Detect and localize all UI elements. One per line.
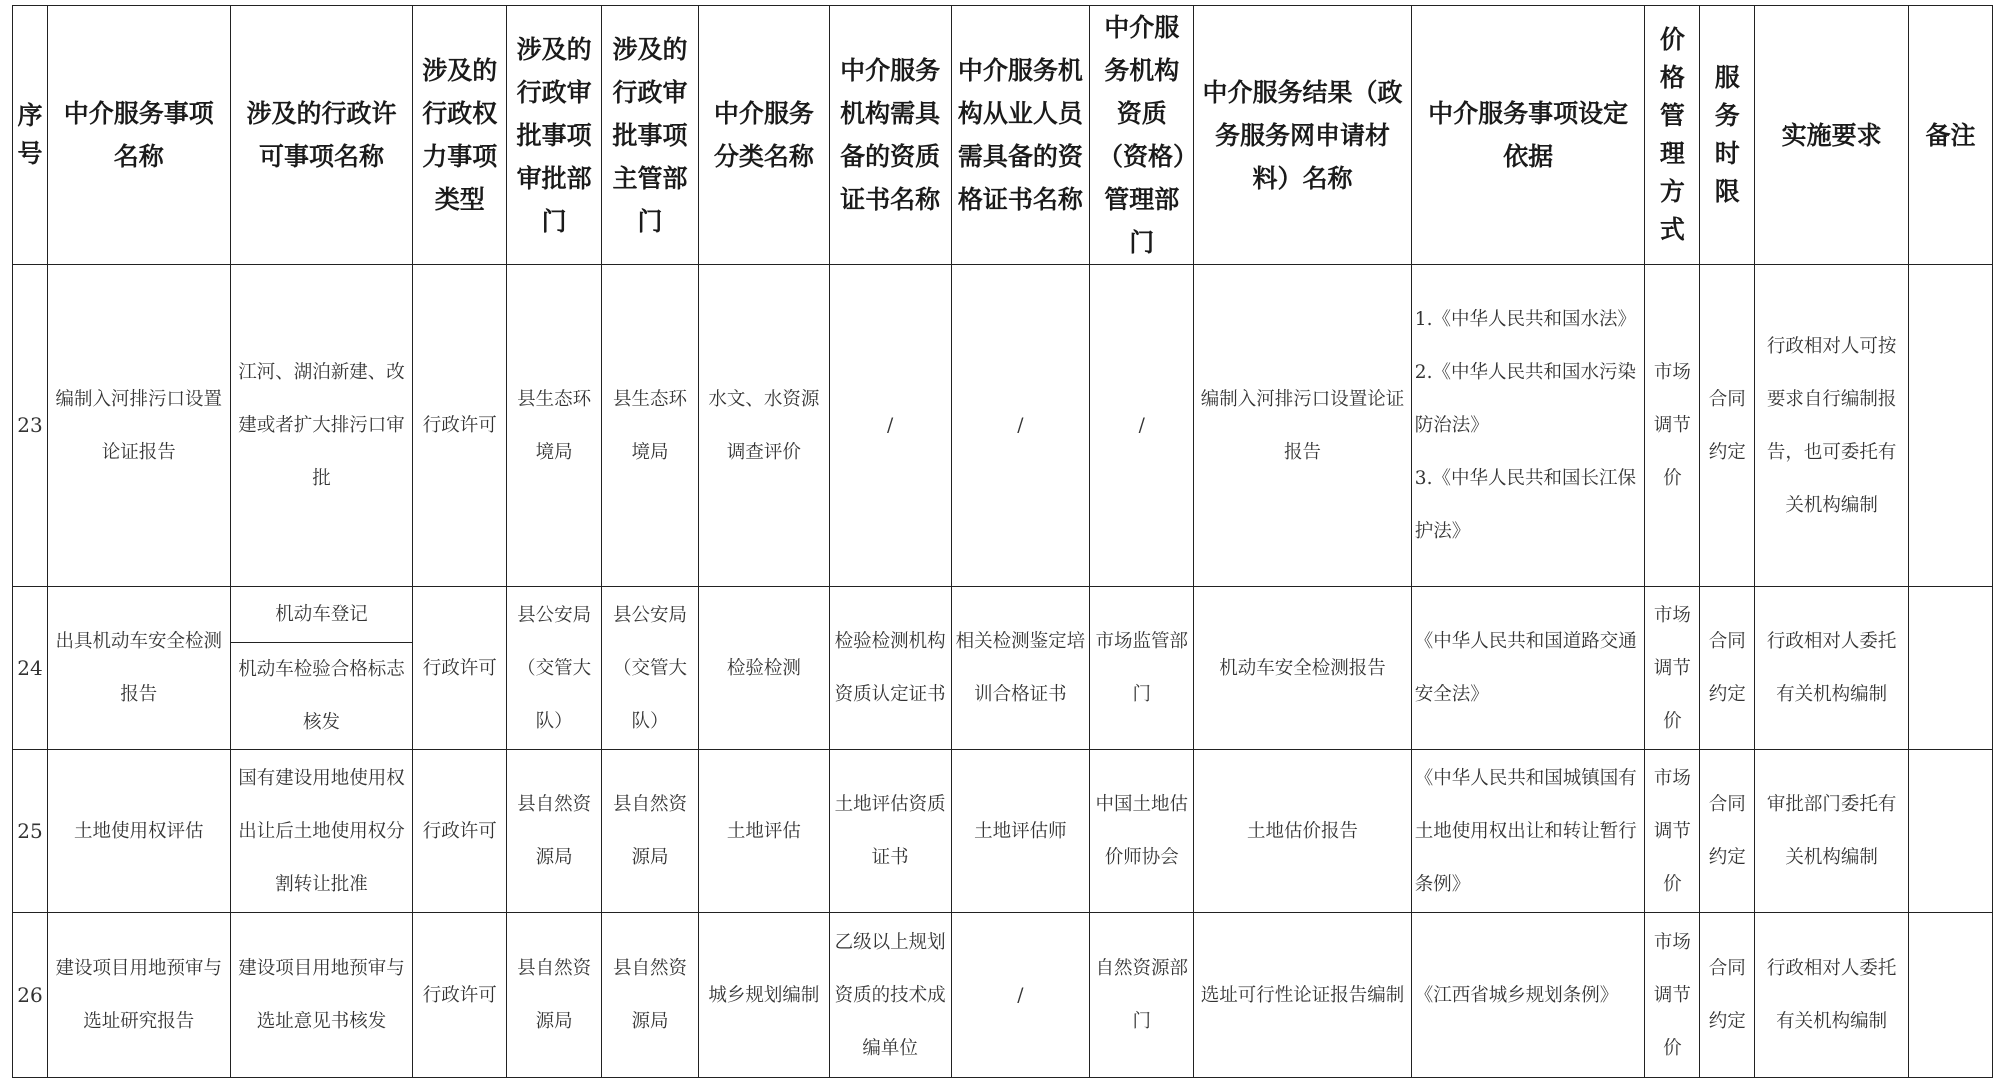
row-remark bbox=[1908, 913, 1992, 1078]
row-power-type: 行政许可 bbox=[413, 587, 507, 750]
table-row bbox=[13, 587, 1993, 643]
row-remark bbox=[1908, 265, 1992, 587]
row-basis bbox=[1411, 587, 1645, 750]
basis-item: 2.《中华人民共和国水污染防治法》 bbox=[1414, 362, 1636, 436]
row-service-name: 土地使用权评估 bbox=[47, 750, 230, 913]
row-approval-dept: 县自然资源局 bbox=[507, 913, 602, 1078]
row-category: 城乡规划编制 bbox=[698, 913, 829, 1078]
row-remark bbox=[1908, 587, 1992, 750]
table-row bbox=[13, 913, 1993, 1078]
basis-item: 《江西省城乡规划条例》 bbox=[1414, 984, 1619, 1006]
row-qual-dept: 中国土地估价师协会 bbox=[1090, 750, 1194, 913]
row-competent-dept: 县公安局（交管大队） bbox=[602, 587, 699, 750]
row-price-mode: 市场调节价 bbox=[1645, 750, 1700, 913]
header-permit-name: 涉及的行政许可事项名称 bbox=[230, 6, 413, 265]
basis-item: 《中华人民共和国城镇国有土地使用权出让和转让暂行条例》 bbox=[1414, 767, 1637, 895]
row-time-limit: 合同约定 bbox=[1700, 750, 1755, 913]
row-category: 水文、水资源调查评价 bbox=[698, 265, 829, 587]
intermediary-services-table bbox=[12, 5, 1993, 1078]
row-staff-certificate: / bbox=[951, 265, 1090, 587]
row-permit: 国有建设用地使用权出让后土地使用权分割转让批准 bbox=[230, 750, 413, 913]
row-qual-dept: 自然资源部门 bbox=[1090, 913, 1194, 1078]
row-category: 检验检测 bbox=[698, 587, 829, 750]
row-requirement: 行政相对人委托有关机构编制 bbox=[1755, 913, 1909, 1078]
row-competent-dept: 县生态环境局 bbox=[602, 265, 699, 587]
row-power-type: 行政许可 bbox=[413, 913, 507, 1078]
row-seq: 23 bbox=[13, 265, 48, 587]
header-basis: 中介服务事项设定依据 bbox=[1411, 6, 1645, 265]
table-row bbox=[13, 750, 1993, 913]
row-staff-certificate: 相关检测鉴定培训合格证书 bbox=[951, 587, 1090, 750]
row-staff-certificate: 土地评估师 bbox=[951, 750, 1090, 913]
row-basis bbox=[1411, 265, 1645, 587]
header-remark: 备注 bbox=[1908, 6, 1992, 265]
row-price-mode: 市场调节价 bbox=[1645, 913, 1700, 1078]
row-org-certificate: 检验检测机构资质认定证书 bbox=[829, 587, 951, 750]
row-org-certificate: 土地评估资质证书 bbox=[829, 750, 951, 913]
header-time-limit: 服务时限 bbox=[1700, 6, 1755, 265]
header-approval-dept: 涉及的行政审批事项审批部门 bbox=[507, 6, 602, 265]
row-result-name: 选址可行性论证报告编制 bbox=[1194, 913, 1412, 1078]
header-staff-certificate: 中介服务机构从业人员需具备的资格证书名称 bbox=[951, 6, 1090, 265]
row-permit: 机动车登记 bbox=[230, 587, 413, 643]
row-remark bbox=[1908, 750, 1992, 913]
basis-item: 1.《中华人民共和国水法》 bbox=[1414, 309, 1636, 330]
row-time-limit: 合同约定 bbox=[1700, 587, 1755, 750]
header-result-name: 中介服务结果（政务服务网申请材料）名称 bbox=[1194, 6, 1412, 265]
row-power-type: 行政许可 bbox=[413, 265, 507, 587]
row-seq: 25 bbox=[13, 750, 48, 913]
row-time-limit: 合同约定 bbox=[1700, 265, 1755, 587]
row-result-name: 土地估价报告 bbox=[1194, 750, 1412, 913]
row-approval-dept: 县生态环境局 bbox=[507, 265, 602, 587]
header-row bbox=[13, 6, 1993, 265]
row-org-certificate: 乙级以上规划资质的技术成编单位 bbox=[829, 913, 951, 1078]
row-competent-dept: 县自然资源局 bbox=[602, 913, 699, 1078]
row-power-type: 行政许可 bbox=[413, 750, 507, 913]
row-result-name: 机动车安全检测报告 bbox=[1194, 587, 1412, 750]
header-power-type: 涉及的行政权力事项类型 bbox=[413, 6, 507, 265]
row-org-certificate: / bbox=[829, 265, 951, 587]
header-seq: 序号 bbox=[13, 6, 48, 265]
row-service-name: 出具机动车安全检测报告 bbox=[47, 587, 230, 750]
header-requirement: 实施要求 bbox=[1755, 6, 1909, 265]
row-approval-dept: 县自然资源局 bbox=[507, 750, 602, 913]
header-org-certificate: 中介服务机构需具备的资质证书名称 bbox=[829, 6, 951, 265]
header-category: 中介服务分类名称 bbox=[698, 6, 829, 265]
row-permit: 机动车检验合格标志核发 bbox=[230, 643, 413, 750]
table-row bbox=[13, 265, 1993, 587]
row-seq: 26 bbox=[13, 913, 48, 1078]
row-approval-dept: 县公安局（交管大队） bbox=[507, 587, 602, 750]
row-price-mode: 市场调节价 bbox=[1645, 265, 1700, 587]
row-seq: 24 bbox=[13, 587, 48, 750]
row-staff-certificate: / bbox=[951, 913, 1090, 1078]
row-category: 土地评估 bbox=[698, 750, 829, 913]
row-service-name: 编制入河排污口设置论证报告 bbox=[47, 265, 230, 587]
row-qual-dept: / bbox=[1090, 265, 1194, 587]
header-service-name: 中介服务事项名称 bbox=[47, 6, 230, 265]
row-time-limit: 合同约定 bbox=[1700, 913, 1755, 1078]
row-qual-dept: 市场监管部门 bbox=[1090, 587, 1194, 750]
header-competent-dept: 涉及的行政审批事项主管部门 bbox=[602, 6, 699, 265]
row-requirement: 行政相对人可按要求自行编制报告，也可委托有关机构编制 bbox=[1755, 265, 1909, 587]
basis-item: 《中华人民共和国道路交通安全法》 bbox=[1414, 631, 1637, 705]
row-permit: 江河、湖泊新建、改建或者扩大排污口审批 bbox=[230, 265, 413, 587]
row-result-name: 编制入河排污口设置论证报告 bbox=[1194, 265, 1412, 587]
row-requirement: 审批部门委托有关机构编制 bbox=[1755, 750, 1909, 913]
row-permit: 建设项目用地预审与选址意见书核发 bbox=[230, 913, 413, 1078]
header-qual-dept: 中介服务机构资质（资格）管理部门 bbox=[1090, 6, 1194, 265]
row-price-mode: 市场调节价 bbox=[1645, 587, 1700, 750]
header-price-mode: 价格管理方式 bbox=[1645, 6, 1700, 265]
row-service-name: 建设项目用地预审与选址研究报告 bbox=[47, 913, 230, 1078]
row-basis bbox=[1411, 913, 1645, 1078]
row-basis bbox=[1411, 750, 1645, 913]
row-competent-dept: 县自然资源局 bbox=[602, 750, 699, 913]
basis-item: 3.《中华人民共和国长江保护法》 bbox=[1414, 468, 1636, 542]
row-requirement: 行政相对人委托有关机构编制 bbox=[1755, 587, 1909, 750]
